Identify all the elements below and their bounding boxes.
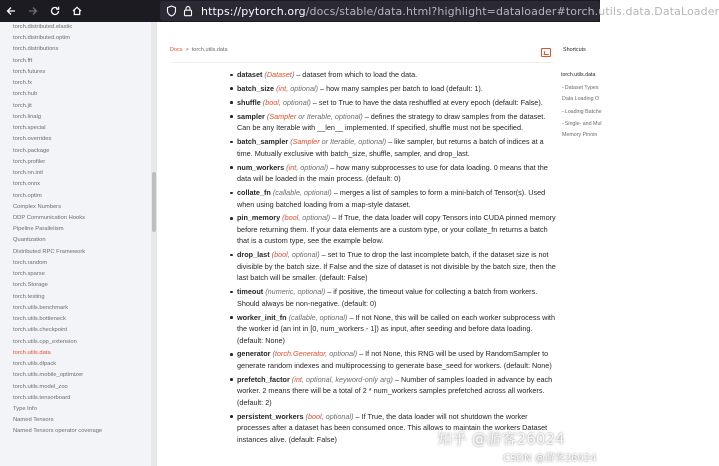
parameter-name: persistent_workers — [237, 411, 304, 421]
browser-toolbar — [0, 0, 719, 22]
sidebar-item[interactable]: Distributed RPC Framework — [13, 248, 86, 255]
parameter-type-open: ( — [290, 137, 293, 147]
watermark-csdn: CSDN @游客26024 — [503, 453, 597, 464]
parameter-description: – set to True to drop the last incomplete batch, if the dataset size is not divisible by the batch size. If False and the size of dataset is not divisible by the batch size, then the last batch will be smaller. (default: False) — [237, 250, 556, 283]
back-button[interactable] — [0, 0, 22, 22]
parameter-type — [289, 313, 348, 322]
sidebar-scrollbar[interactable] — [151, 22, 156, 466]
shortcut-item[interactable] — [561, 72, 595, 78]
parameter-description: – Number of samples loaded in advance by each worker. 2 means there will be a total of 2 * num_workers samples prefetched across all workers. (default: 2) — [237, 374, 553, 407]
sidebar-scrollbar-thumb[interactable] — [152, 172, 156, 232]
parameter-item — [230, 249, 556, 283]
parameter-type-open: ( — [264, 70, 267, 79]
parameter-type-rest: ) — [291, 70, 295, 79]
sidebar-item[interactable]: torch.nn.init — [13, 170, 43, 177]
divider — [170, 62, 554, 63]
shortcut-bullet: - — [562, 109, 564, 115]
parameter-type-link[interactable]: torch.Generator — [274, 349, 326, 359]
sidebar-item[interactable]: torch.package — [13, 147, 50, 154]
sidebar-item[interactable]: torch.sparse — [13, 271, 45, 278]
shortcut-label: Loading Batche — [564, 109, 602, 115]
shortcut-label: Single- and Mul — [564, 121, 602, 127]
sidebar-item[interactable]: Complex Numbers — [13, 203, 61, 210]
parameter-item — [230, 162, 556, 185]
parameter-name: worker_init_fn — [237, 312, 287, 322]
sidebar-item[interactable]: Named Tensors — [13, 417, 54, 424]
parameter-type-rest: or Iterable, optional) — [319, 137, 387, 147]
sidebar-item[interactable]: torch.hub — [13, 91, 38, 98]
parameter-type-rest: , optional) — [296, 162, 329, 172]
sidebar-item[interactable]: torch.utils.data — [13, 349, 51, 356]
parameter-type — [292, 375, 393, 384]
parameter-type-rest: , optional, keyword-only arg) — [301, 374, 393, 384]
parameter-description: – set to True to have the data reshuffled at every epoch (default: False). — [310, 97, 543, 107]
shortcut-label: Data Loading O — [562, 96, 600, 102]
parameter-name: timeout — [237, 287, 264, 297]
parameter-item — [230, 136, 556, 159]
sidebar-item[interactable]: torch.utils.bottleneck — [13, 316, 66, 323]
parameter-name: sampler — [237, 111, 265, 121]
parameter-type-rest: , optional) — [321, 411, 354, 421]
parameter-type-open: ( — [286, 162, 289, 172]
parameter-name: pin_memory — [237, 213, 281, 223]
sidebar-item[interactable]: torch.random — [13, 259, 48, 266]
parameter-description: – like sampler, but returns a batch of indices at a time. Mutually exclusive with batch_size, shuffle, sampler, and drop_last. — [237, 137, 544, 158]
parameter-type-link[interactable]: int — [278, 83, 287, 93]
watermark-zhihu: 知乎 @游客26024 — [437, 430, 565, 448]
sidebar-item[interactable]: torch.utils.dlpack — [13, 361, 57, 368]
parameter-name: dataset — [237, 70, 263, 79]
main-content — [157, 22, 557, 466]
parameter-item — [230, 286, 556, 309]
parameter-type — [263, 98, 311, 107]
parameter-type-open: ( — [305, 411, 308, 421]
parameter-type-open: ( — [266, 111, 270, 121]
sidebar-item[interactable]: torch.jit — [13, 102, 32, 109]
sidebar-item[interactable]: Quantization — [13, 237, 46, 244]
parameter-type — [282, 213, 330, 222]
sidebar-item[interactable]: torch.utils.model_zoo — [13, 383, 68, 390]
sidebar-item[interactable]: Named Tensors operator coverage — [13, 428, 103, 435]
parameter-description: – If True, the data loader will copy Tensors into CUDA pinned memory before returning them. If your data elements are a custom type, or your collate_fn returns a batch that is a custom type, see the example below. — [237, 213, 556, 246]
parameter-type-rest: callable, optional) — [275, 188, 332, 198]
sidebar-item[interactable]: torch.utils.tensorboard — [13, 394, 71, 401]
parameter-item — [230, 187, 556, 210]
breadcrumb-separator: > — [185, 47, 189, 53]
breadcrumb-current: torch.utils.data — [191, 47, 228, 53]
home-icon — [71, 5, 83, 17]
parameter-description: – merges a list of samples to form a mini-batch of Tensor(s). Used when using batched loading from a map-style dataset. — [237, 188, 546, 209]
parameter-type-link[interactable]: bool — [307, 411, 322, 421]
parameter-type-link[interactable]: bool — [274, 250, 288, 260]
parameter-name: collate_fn — [237, 188, 271, 198]
shortcut-label: torch.utils.data — [561, 72, 596, 78]
parameter-type-open: ( — [288, 312, 291, 322]
parameter-item — [230, 69, 556, 80]
parameter-description: – how many subprocesses to use for data loading. 0 means that the data will be loaded in the main process. (default: 0) — [237, 162, 548, 184]
parameter-description: – If not None, this RNG will be used by RandomSampler to generate random indexes and multiprocessing to generate base_seed for workers. (default: None) — [237, 349, 552, 370]
parameter-type — [272, 250, 320, 259]
parameter-item — [230, 111, 556, 134]
parameter-type — [290, 137, 386, 146]
forward-button[interactable] — [22, 0, 44, 22]
arrow-left-icon — [5, 5, 17, 17]
shortcut-bullet: - — [562, 85, 564, 91]
parameter-type-link[interactable]: bool — [265, 97, 279, 107]
shortcut-item[interactable] — [562, 85, 599, 91]
parameter-type — [267, 112, 363, 121]
parameter-item — [230, 83, 556, 94]
url-text[interactable] — [201, 5, 719, 18]
parameter-type-link[interactable]: int — [294, 374, 302, 384]
sidebar-item[interactable]: torch.overrides — [13, 136, 52, 143]
sidebar-item[interactable]: torch.special — [13, 125, 46, 132]
url-host: https://pytorch.org — [201, 4, 306, 18]
sidebar-item[interactable]: torch.distributed.optim — [13, 35, 71, 42]
parameter-name: batch_size — [237, 83, 275, 93]
parameter-description: – If not None, this will be called on each worker subprocess with the worker id (an int in [0, num_workers - 1]) as input, after seeding and before data loading. (default: None) — [237, 312, 555, 345]
parameter-type — [265, 287, 325, 296]
parameter-item — [230, 348, 556, 371]
sidebar-item[interactable]: torch.utils.benchmark — [13, 304, 69, 311]
parameter-type — [272, 349, 357, 358]
parameter-item — [230, 212, 556, 246]
parameter-description: – dataset from which to load the data. — [294, 70, 418, 79]
parameter-type — [286, 163, 328, 172]
sidebar-item[interactable]: torch.utils.mobile_optimizer — [13, 372, 84, 379]
parameter-item — [230, 312, 556, 346]
parameter-type-rest: , optional) — [286, 83, 319, 93]
sidebar-item[interactable]: torch.distributed.elastic — [13, 24, 73, 30]
arrow-right-icon — [27, 5, 39, 17]
parameter-item — [230, 374, 556, 408]
parameter-type — [306, 412, 354, 421]
shortcut-item[interactable] — [562, 132, 597, 138]
parameter-type-rest: , optional) — [287, 250, 320, 260]
parameter-type-open: ( — [265, 287, 268, 297]
parameter-type-rest: , optional) — [278, 97, 311, 107]
parameter-type-rest: numeric, optional) — [267, 287, 326, 297]
address-bar[interactable] — [160, 1, 719, 21]
parameter-type-open: ( — [262, 97, 266, 107]
parameter-type-link[interactable]: Dataset — [266, 70, 292, 79]
reload-icon — [49, 5, 61, 17]
sidebar-nav-list — [0, 22, 156, 438]
shortcut-item[interactable] — [562, 96, 599, 102]
parameter-type-open: ( — [271, 250, 275, 260]
parameter-type-rest: callable, optional) — [291, 312, 348, 322]
pdf-download-icon[interactable] — [541, 48, 551, 57]
parameter-description: – if positive, the timeout value for collecting a batch from workers. Should always be non-negative. (default: 0) — [237, 287, 538, 308]
parameter-type-open: ( — [282, 213, 285, 223]
parameter-type — [264, 70, 294, 79]
url-path: /docs/stable/data.html?highlight=dataloader#torch.utils.data.DataLoader — [305, 4, 719, 18]
parameter-item — [230, 97, 556, 108]
sidebar-item[interactable]: torch.fft — [13, 57, 33, 64]
shortcut-item[interactable] — [562, 109, 602, 115]
parameter-type-open: ( — [272, 349, 275, 359]
parameter-name: num_workers — [237, 162, 285, 172]
parameter-type-open: ( — [291, 374, 295, 384]
parameter-type-open: ( — [276, 83, 279, 93]
parameter-type-link[interactable]: Sampler — [269, 111, 297, 121]
sidebar-item[interactable]: torch.utils.checkpoint — [13, 327, 68, 334]
sidebar-item[interactable]: torch.Storage — [13, 282, 48, 289]
parameter-name: drop_last — [237, 250, 270, 260]
parameter-type-link[interactable]: int — [288, 162, 297, 172]
sidebar-item[interactable]: torch.profiler — [13, 158, 46, 165]
docs-sidebar — [0, 22, 157, 466]
breadcrumb — [170, 47, 228, 53]
sidebar-item[interactable]: Pipeline Parallelism — [13, 226, 64, 233]
parameter-type-link[interactable]: Sampler — [292, 137, 320, 147]
parameter-description: – If True, the data loader will not shutdown the worker processes after a dataset has been consumed once. This allows to maintain the workers Dataset instances alive. (default: False) — [237, 411, 548, 444]
shortcut-item[interactable] — [562, 121, 602, 127]
parameter-type-rest: or Iterable, optional) — [296, 111, 363, 121]
shortcuts-pane — [557, 22, 600, 466]
shortcut-bullet: - — [562, 121, 564, 127]
shortcut-label: Dataset Types — [564, 85, 599, 91]
sidebar-item[interactable]: torch.futures — [13, 68, 46, 75]
parameter-type-rest: , optional) — [325, 349, 358, 359]
sidebar-item[interactable]: torch.optim — [13, 192, 42, 199]
sidebar-item[interactable]: torch.distributions — [13, 46, 59, 53]
parameter-description: – how many samples per batch to load (default: 1). — [318, 83, 483, 93]
parameter-name: generator — [237, 349, 271, 359]
parameter-type — [276, 84, 318, 93]
sidebar-item[interactable]: DDP Communication Hooks — [13, 214, 86, 221]
parameter-list — [230, 69, 556, 445]
reload-button[interactable] — [44, 0, 66, 22]
sidebar-item[interactable]: torch.linalg — [13, 113, 42, 120]
parameter-name: shuffle — [237, 97, 261, 107]
home-button[interactable] — [66, 0, 88, 22]
sidebar-item[interactable]: torch.testing — [13, 293, 45, 300]
shield-icon[interactable] — [166, 3, 177, 19]
parameter-type-link[interactable]: bool — [284, 213, 299, 223]
shortcuts-title: Shortcuts — [563, 47, 586, 53]
sidebar-item[interactable]: torch.fx — [13, 80, 33, 87]
parameter-name: batch_sampler — [237, 137, 289, 147]
sidebar-item[interactable]: torch.utils.cpp_extension — [13, 338, 77, 345]
shortcut-label: Memory Pinnin — [562, 132, 598, 138]
parameter-type-rest: , optional) — [298, 213, 331, 223]
sidebar-item[interactable]: Type Info — [13, 405, 37, 412]
lock-icon[interactable] — [183, 3, 193, 19]
sidebar-item[interactable]: torch.onnx — [13, 181, 41, 188]
parameter-type — [273, 188, 332, 197]
parameter-name: prefetch_factor — [237, 374, 290, 384]
breadcrumb-docs-link[interactable]: Docs — [170, 47, 183, 53]
parameter-type-open: ( — [272, 188, 276, 198]
parameter-description: – defines the strategy to draw samples from the dataset. Can be any Iterable with __len__ implemented. If specified, shuffle must not be specified. — [237, 111, 546, 133]
